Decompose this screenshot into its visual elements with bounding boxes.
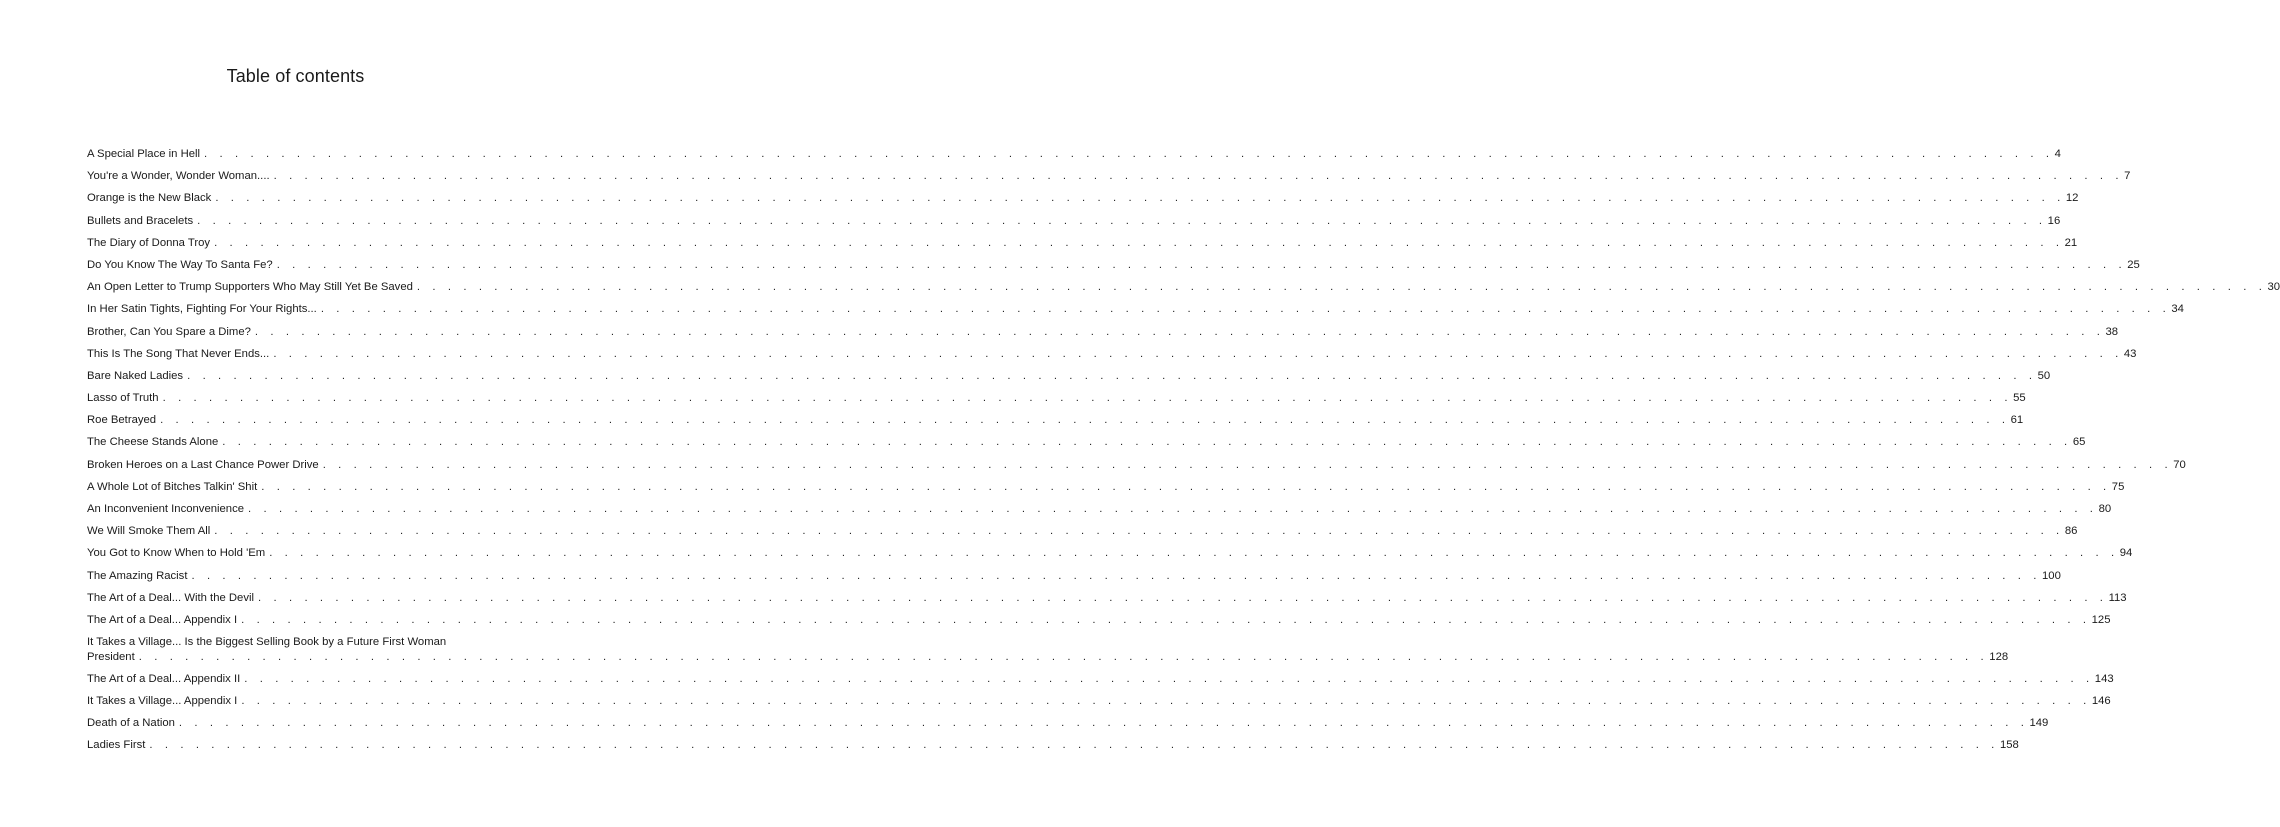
toc-entry-page-number: 12 — [2065, 192, 2079, 205]
toc-entry-title: A Whole Lot of Bitches Talkin' Shit — [87, 480, 261, 495]
toc-entry-title: Ladies First — [87, 738, 149, 753]
toc-entry[interactable] — [87, 347, 2137, 362]
dot-leader: . . . . . . . . . . . . . . . . . . . . . . . . . . . . . . . . . . . . . . . . . . . . . . . . . . . . . . . . . . . . . . . . . . . . . . . . . . . . . . . . . . . . . . . . . . . . . . . . . . . . . . . . . . . . . . . . . . . . . . . . — [214, 236, 2064, 249]
toc-entry-row — [87, 369, 2051, 384]
toc-entry-title: The Art of a Deal... With the Devil — [87, 591, 258, 606]
toc-entry-title: The Art of a Deal... Appendix II — [87, 672, 244, 687]
toc-entry-page-number: 113 — [2108, 591, 2127, 604]
toc-entry-page-number: 65 — [2072, 436, 2086, 449]
toc-entry-title: In Her Satin Tights, Fighting For Your Rights... — [87, 302, 321, 317]
dot-leader: . . . . . . . . . . . . . . . . . . . . . . . . . . . . . . . . . . . . . . . . . . . . . . . . . . . . . . . . . . . . . . . . . . . . . . . . . . . . . . . . . . . . . . . . . . . . . . . . . . . . . . . . . . . . . . . . . . . . . . . . — [214, 525, 2064, 538]
toc-entry-title: We Will Smoke Them All — [87, 524, 214, 539]
toc-entry-row — [87, 546, 2133, 561]
toc-entry[interactable] — [87, 391, 2026, 406]
toc-entry-row — [87, 413, 2024, 428]
toc-entry-page-number: 70 — [2173, 458, 2186, 471]
toc-entry-row — [87, 569, 2061, 584]
toc-entry-row — [87, 458, 2186, 473]
toc-entry-title-continuation: President — [87, 650, 139, 665]
toc-entry-page-number: 80 — [2098, 503, 2112, 515]
dot-leader: . . . . . . . . . . . . . . . . . . . . . . . . . . . . . . . . . . . . . . . . . . . . . . . . . . . . . . . . . . . . . . . . . . . . . . . . . . . . . . . . . . . . . . . . . . . . . . . . . . . . . . . . . . . . . . . . . . . . . . . . — [241, 613, 2091, 626]
toc-entry-row — [87, 524, 2078, 539]
dot-leader: . . . . . . . . . . . . . . . . . . . . . . . . . . . . . . . . . . . . . . . . . . . . . . . . . . . . . . . . . . . . . . . . . . . . . . . . . . . . . . . . . . . . . . . . . . . . . . . . . . . . . . . . . . . . . . . . . . . . . . . . — [244, 672, 2094, 685]
toc-entry-page-number: 34 — [2171, 303, 2184, 316]
toc-entry-title: The Amazing Racist — [87, 569, 191, 584]
toc-entry-title: A Special Place in Hell — [87, 147, 204, 162]
dot-leader: . . . . . . . . . . . . . . . . . . . . . . . . . . . . . . . . . . . . . . . . . . . . . . . . . . . . . . . . . . . . . . . . . . . . . . . . . . . . . . . . . . . . . . . . . . . . . . . . . . . . . . . . . . . . . . . . . . . . . . . . — [254, 325, 2105, 338]
toc-entry-page-number: 86 — [2064, 525, 2078, 538]
toc-entry[interactable] — [87, 524, 2078, 539]
toc-entry[interactable] — [87, 147, 2061, 162]
dot-leader: . . . . . . . . . . . . . . . . . . . . . . . . . . . . . . . . . . . . . . . . . . . . . . . . . . . . . . . . . . . . . . . . . . . . . . . . . . . . . . . . . . . . . . . . . . . . . . . . . . . . . . . . . . . . . . . . . . . . . . . . — [160, 414, 2010, 427]
toc-entry-row — [87, 591, 2127, 606]
toc-entry[interactable] — [87, 413, 2024, 428]
toc-entry-title: You Got to Know When to Hold 'Em — [87, 546, 269, 561]
toc-entry[interactable] — [87, 280, 2280, 295]
dot-leader: . . . . . . . . . . . . . . . . . . . . . . . . . . . . . . . . . . . . . . . . . . . . . . . . . . . . . . . . . . . . . . . . . . . . . . . . . . . . . . . . . . . . . . . . . . . . . . . . . . . . . . . . . . . . . . . . . . . . . . . . — [138, 650, 1989, 663]
toc-entry-page-number: 38 — [2105, 325, 2119, 338]
toc-entry-page-number: 30 — [2267, 281, 2280, 294]
toc-entry-title: Bare Naked Ladies — [87, 369, 187, 384]
toc-entry[interactable] — [87, 502, 2112, 517]
toc-entry[interactable] — [87, 435, 2086, 450]
dot-leader: . . . . . . . . . . . . . . . . . . . . . . . . . . . . . . . . . . . . . . . . . . . . . . . . . . . . . . . . . . . . . . . . . . . . . . . . . . . . . . . . . . . . . . . . . . . . . . . . . . . . . . . . . . . . . . . . . . . . . . . . — [187, 369, 2037, 382]
page-title: Table of contents — [226, 66, 365, 86]
toc-entry[interactable] — [87, 613, 2111, 628]
dot-leader: . . . . . . . . . . . . . . . . . . . . . . . . . . . . . . . . . . . . . . . . . . . . . . . . . . . . . . . . . . . . . . . . . . . . . . . . . . . . . . . . . . . . . . . . . . . . . . . . . . . . . . . . . . . . . . . . . . . . . . . . — [204, 148, 2054, 160]
toc-entry-page-number: 128 — [1989, 650, 2009, 663]
dot-leader: . . . . . . . . . . . . . . . . . . . . . . . . . . . . . . . . . . . . . . . . . . . . . . . . . . . . . . . . . . . . . . . . . . . . . . . . . . . . . . . . . . . . . . . . . . . . . . . . . . . . . . . . . . . . . . . . . . . . . . . . — [162, 392, 2013, 405]
dot-leader: . . . . . . . . . . . . . . . . . . . . . . . . . . . . . . . . . . . . . . . . . . . . . . . . . . . . . . . . . . . . . . . . . . . . . . . . . . . . . . . . . . . . . . . . . . . . . . . . . . . . . . . . . . . . . . . . . . . . . . . . — [248, 503, 2098, 515]
toc-entry-page-number: 100 — [2042, 569, 2061, 582]
toc-entry-title: The Art of a Deal... Appendix I — [87, 613, 241, 628]
toc-entry[interactable] — [87, 191, 2079, 206]
toc-entry-page-number: 25 — [2127, 258, 2140, 271]
toc-entry-title: Orange is the New Black — [87, 191, 215, 206]
toc-entry[interactable] — [87, 672, 2114, 687]
dot-leader: . . . . . . . . . . . . . . . . . . . . . . . . . . . . . . . . . . . . . . . . . . . . . . . . . . . . . . . . . . . . . . . . . . . . . . . . . . . . . . . . . . . . . . . . . . . . . . . . . . . . . . . . . . . . . . . . . . . . . . . . — [178, 717, 2029, 730]
toc-entry-row — [87, 325, 2119, 340]
toc-entry-title: An Open Letter to Trump Supporters Who May Still Yet Be Saved — [87, 280, 417, 295]
toc-entry-row — [87, 613, 2111, 628]
toc-entry-row — [87, 650, 2009, 665]
toc-entry-row — [87, 672, 2114, 687]
toc-entry[interactable] — [87, 694, 2111, 709]
toc-entry[interactable] — [87, 169, 2131, 184]
dot-leader: . . . . . . . . . . . . . . . . . . . . . . . . . . . . . . . . . . . . . . . . . . . . . . . . . . . . . . . . . . . . . . . . . . . . . . . . . . . . . . . . . . . . . . . . . . . . . . . . . . . . . . . . . . . . . . . . . . . . . . . . — [197, 214, 2047, 227]
dot-leader: . . . . . . . . . . . . . . . . . . . . . . . . . . . . . . . . . . . . . . . . . . . . . . . . . . . . . . . . . . . . . . . . . . . . . . . . . . . . . . . . . . . . . . . . . . . . . . . . . . . . . . . . . . . . . . . . . . . . . . . . — [273, 170, 2124, 183]
toc-entry-title: Brother, Can You Spare a Dime? — [87, 325, 255, 340]
dot-leader: . . . . . . . . . . . . . . . . . . . . . . . . . . . . . . . . . . . . . . . . . . . . . . . . . . . . . . . . . . . . . . . . . . . . . . . . . . . . . . . . . . . . . . . . . . . . . . . . . . . . . . . . . . . . . . . . . . . . . . . . — [416, 281, 2267, 294]
dot-leader: . . . . . . . . . . . . . . . . . . . . . . . . . . . . . . . . . . . . . . . . . . . . . . . . . . . . . . . . . . . . . . . . . . . . . . . . . . . . . . . . . . . . . . . . . . . . . . . . . . . . . . . . . . . . . . . . . . . . . . . . — [273, 347, 2123, 360]
toc-entry-title: Bullets and Bracelets — [87, 214, 197, 229]
toc-entry-row — [87, 480, 2125, 495]
toc-entry-page-number: 125 — [2091, 613, 2111, 626]
dot-leader: . . . . . . . . . . . . . . . . . . . . . . . . . . . . . . . . . . . . . . . . . . . . . . . . . . . . . . . . . . . . . . . . . . . . . . . . . . . . . . . . . . . . . . . . . . . . . . . . . . . . . . . . . . . . . . . . . . . . . . . . — [322, 458, 2173, 471]
toc-entry-row — [87, 435, 2086, 450]
dot-leader: . . . . . . . . . . . . . . . . . . . . . . . . . . . . . . . . . . . . . . . . . . . . . . . . . . . . . . . . . . . . . . . . . . . . . . . . . . . . . . . . . . . . . . . . . . . . . . . . . . . . . . . . . . . . . . . . . . . . . . . . — [261, 480, 2111, 493]
toc-entry[interactable] — [87, 325, 2119, 340]
toc-entry-title: An Inconvenient Inconvenience — [87, 502, 248, 517]
toc-entry-page-number: 149 — [2029, 717, 2049, 730]
toc-entry-title: The Cheese Stands Alone — [87, 435, 222, 450]
toc-entry-title: It Takes a Village... Is the Biggest Selling Book by a Future First Woman — [87, 636, 447, 649]
toc-entry-row — [87, 236, 2078, 251]
toc-entry-row — [87, 391, 2026, 406]
toc-entry-title: You're a Wonder, Wonder Woman.... — [87, 169, 274, 184]
toc-entry-page-number: 43 — [2123, 347, 2137, 360]
toc-entry[interactable] — [87, 258, 2140, 273]
toc-entry-row — [87, 716, 2049, 731]
toc-entry-row — [87, 280, 2280, 295]
toc-entry-page-number: 94 — [2119, 547, 2133, 560]
toc-entry-page-number: 158 — [1999, 739, 2019, 752]
toc-entry-row — [87, 694, 2111, 709]
toc-entry[interactable] — [87, 591, 2127, 606]
toc-entry-title: This Is The Song That Never Ends... — [87, 347, 273, 362]
toc-entry-row — [87, 347, 2137, 362]
dot-leader: . . . . . . . . . . . . . . . . . . . . . . . . . . . . . . . . . . . . . . . . . . . . . . . . . . . . . . . . . . . . . . . . . . . . . . . . . . . . . . . . . . . . . . . . . . . . . . . . . . . . . . . . . . . . . . . . . . . . . . . . — [191, 569, 2042, 582]
toc-entry-title: Do You Know The Way To Santa Fe? — [87, 258, 277, 273]
toc-entry[interactable] — [87, 480, 2125, 495]
toc-entry[interactable] — [87, 458, 2186, 473]
toc-entry-page-number: 75 — [2111, 480, 2125, 493]
toc-entry[interactable] — [87, 236, 2078, 251]
toc-entry-title: Roe Betrayed — [87, 413, 160, 428]
toc-entry-page-number: 143 — [2094, 672, 2114, 685]
toc-entry[interactable] — [87, 546, 2133, 561]
dot-leader: . . . . . . . . . . . . . . . . . . . . . . . . . . . . . . . . . . . . . . . . . . . . . . . . . . . . . . . . . . . . . . . . . . . . . . . . . . . . . . . . . . . . . . . . . . . . . . . . . . . . . . . . . . . . . . . . . . . . . . . . — [241, 695, 2091, 707]
toc-entry[interactable] — [87, 635, 2009, 664]
toc-entry[interactable] — [87, 214, 2061, 229]
dot-leader: . . . . . . . . . . . . . . . . . . . . . . . . . . . . . . . . . . . . . . . . . . . . . . . . . . . . . . . . . . . . . . . . . . . . . . . . . . . . . . . . . . . . . . . . . . . . . . . . . . . . . . . . . . . . . . . . . . . . . . . . — [320, 303, 2171, 316]
toc-entry-title: It Takes a Village... Appendix I — [87, 694, 241, 709]
toc-entry-row — [87, 214, 2061, 229]
toc-entry-page-number: 146 — [2091, 695, 2111, 707]
toc-entry-title: Death of a Nation — [87, 716, 179, 731]
dot-leader: . . . . . . . . . . . . . . . . . . . . . . . . . . . . . . . . . . . . . . . . . . . . . . . . . . . . . . . . . . . . . . . . . . . . . . . . . . . . . . . . . . . . . . . . . . . . . . . . . . . . . . . . . . . . . . . . . . . . . . . . — [215, 192, 2065, 205]
toc-entry-row — [87, 147, 2061, 162]
toc-entry[interactable] — [87, 738, 2019, 753]
toc-entry-row — [87, 738, 2019, 753]
toc-entry[interactable] — [87, 369, 2051, 384]
toc-entry-page-number: 61 — [2010, 414, 2024, 427]
toc-entry-title: The Diary of Donna Troy — [87, 236, 214, 251]
toc-entry-page-number: 4 — [2054, 148, 2061, 160]
toc-entry-page-number: 50 — [2037, 369, 2051, 382]
toc-list — [87, 147, 2280, 761]
toc-entry-row — [87, 169, 2131, 184]
dot-leader: . . . . . . . . . . . . . . . . . . . . . . . . . . . . . . . . . . . . . . . . . . . . . . . . . . . . . . . . . . . . . . . . . . . . . . . . . . . . . . . . . . . . . . . . . . . . . . . . . . . . . . . . . . . . . . . . . . . . . . . . — [149, 739, 1999, 752]
toc-entry-title: Lasso of Truth — [87, 391, 163, 406]
toc-entry-row — [87, 302, 2184, 317]
toc-entry[interactable] — [87, 569, 2061, 584]
toc-entry-row — [87, 258, 2140, 273]
toc-entry[interactable] — [87, 716, 2049, 731]
toc-entry-page-number: 55 — [2013, 392, 2026, 405]
dot-leader: . . . . . . . . . . . . . . . . . . . . . . . . . . . . . . . . . . . . . . . . . . . . . . . . . . . . . . . . . . . . . . . . . . . . . . . . . . . . . . . . . . . . . . . . . . . . . . . . . . . . . . . . . . . . . . . . . . . . . . . . — [258, 591, 2108, 604]
toc-entry-page-number: 21 — [2064, 236, 2078, 249]
toc-entry-row — [87, 502, 2112, 517]
toc-entry-page-number: 7 — [2124, 170, 2131, 183]
toc-entry-title: Broken Heroes on a Last Chance Power Drive — [87, 458, 323, 473]
toc-entry-row — [87, 191, 2079, 206]
toc-entry[interactable] — [87, 302, 2184, 317]
dot-leader: . . . . . . . . . . . . . . . . . . . . . . . . . . . . . . . . . . . . . . . . . . . . . . . . . . . . . . . . . . . . . . . . . . . . . . . . . . . . . . . . . . . . . . . . . . . . . . . . . . . . . . . . . . . . . . . . . . . . . . . . — [276, 258, 2127, 271]
dot-leader: . . . . . . . . . . . . . . . . . . . . . . . . . . . . . . . . . . . . . . . . . . . . . . . . . . . . . . . . . . . . . . . . . . . . . . . . . . . . . . . . . . . . . . . . . . . . . . . . . . . . . . . . . . . . . . . . . . . . . . . . — [269, 547, 2119, 560]
toc-entry-page-number: 16 — [2047, 214, 2061, 227]
dot-leader: . . . . . . . . . . . . . . . . . . . . . . . . . . . . . . . . . . . . . . . . . . . . . . . . . . . . . . . . . . . . . . . . . . . . . . . . . . . . . . . . . . . . . . . . . . . . . . . . . . . . . . . . . . . . . . . . . . . . . . . . — [222, 436, 2072, 449]
